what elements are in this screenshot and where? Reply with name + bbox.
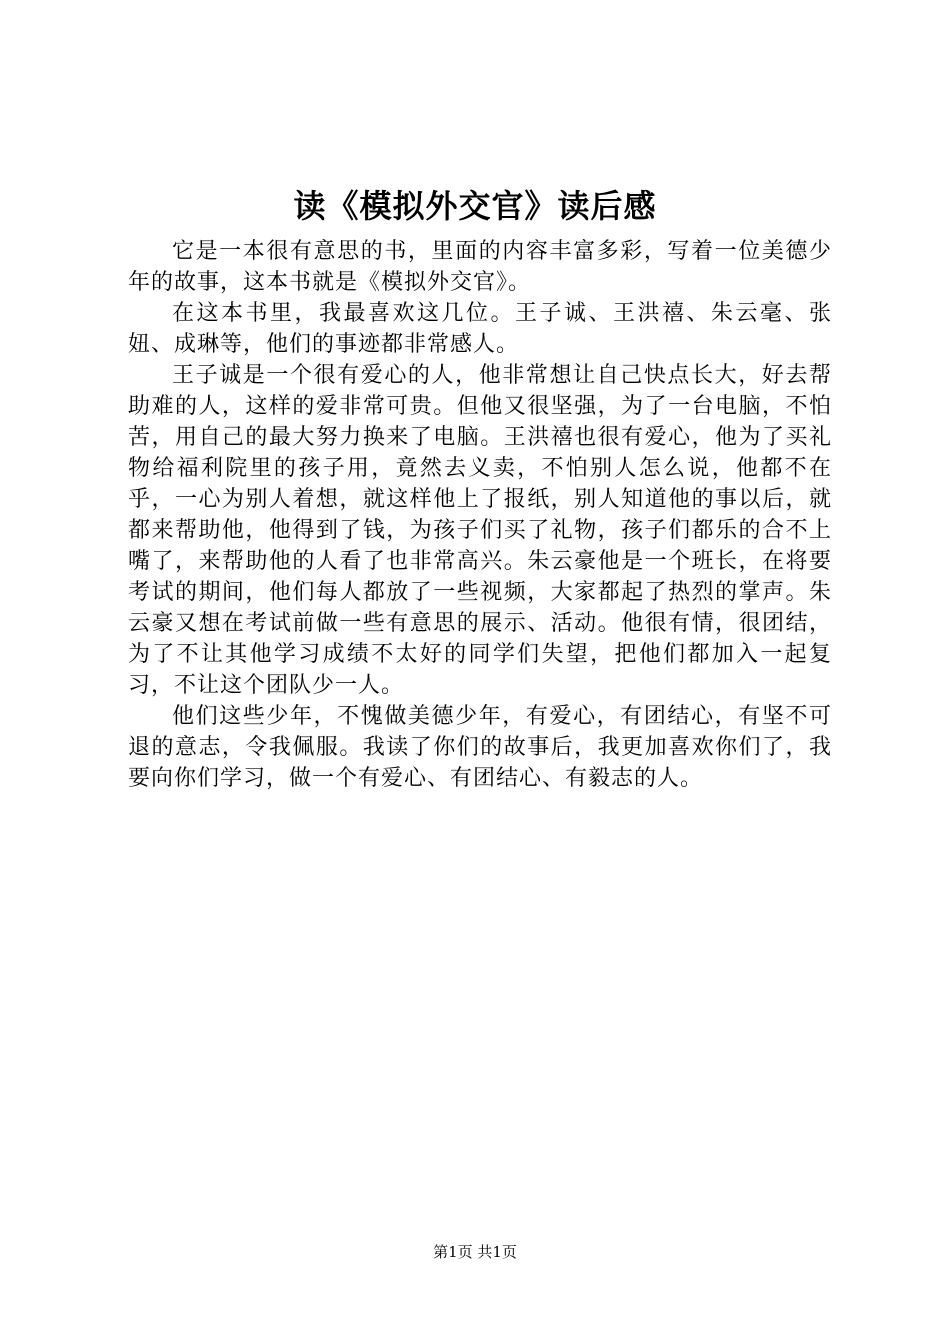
document-body <box>128 236 832 794</box>
page-footer: 第1页 共1页 <box>433 1243 517 1261</box>
document-title: 读《模拟外交官》读后感 <box>293 187 657 225</box>
paragraph-4: 他们这些少年，不愧做美德少年，有爱心，有团结心，有坚不可退的意志，令我佩服。我读了你们的故事后，我更加喜欢你们了，我要向你们学习，做一个有爱心、有团结心、有毅志的人。 <box>128 704 832 791</box>
paragraph-1: 它是一本很有意思的书，里面的内容丰富多彩，写着一位美德少年的故事，这本书就是《模拟外交官》。 <box>128 239 832 295</box>
paragraph-3: 王子诚是一个很有爱心的人，他非常想让自己快点长大，好去帮助难的人，这样的爱非常可贵。但他又很坚强，为了一台电脑，不怕苦，用自己的最大努力换来了电脑。王洪禧也很有爱心，他为了买礼物给福利院里的孩子用，竟然去义卖，不怕别人怎么说，他都不在乎，一心为别人着想，就这样他上了报纸，别人知道他的事以后，就都来帮助他，他得到了钱，为孩子们买了礼物，孩子们都乐的合不上嘴了，来帮助他的人看了也非常高兴。朱云豪他是一个班长，在将要考试的期间，他们每人都放了一些视频，大家都起了热烈的掌声。朱云豪又想在考试前做一些有意思的展示、活动。他很有情，很团结，为了不让其他学习成绩不太好的同学们失望，把他们都加入一起复习，不让这个团队少一人。 <box>128 363 832 698</box>
paragraph-2: 在这本书里，我最喜欢这几位。王子诚、王洪禧、朱云毫、张妞、成琳等，他们的事迹都非常感人。 <box>128 301 832 357</box>
